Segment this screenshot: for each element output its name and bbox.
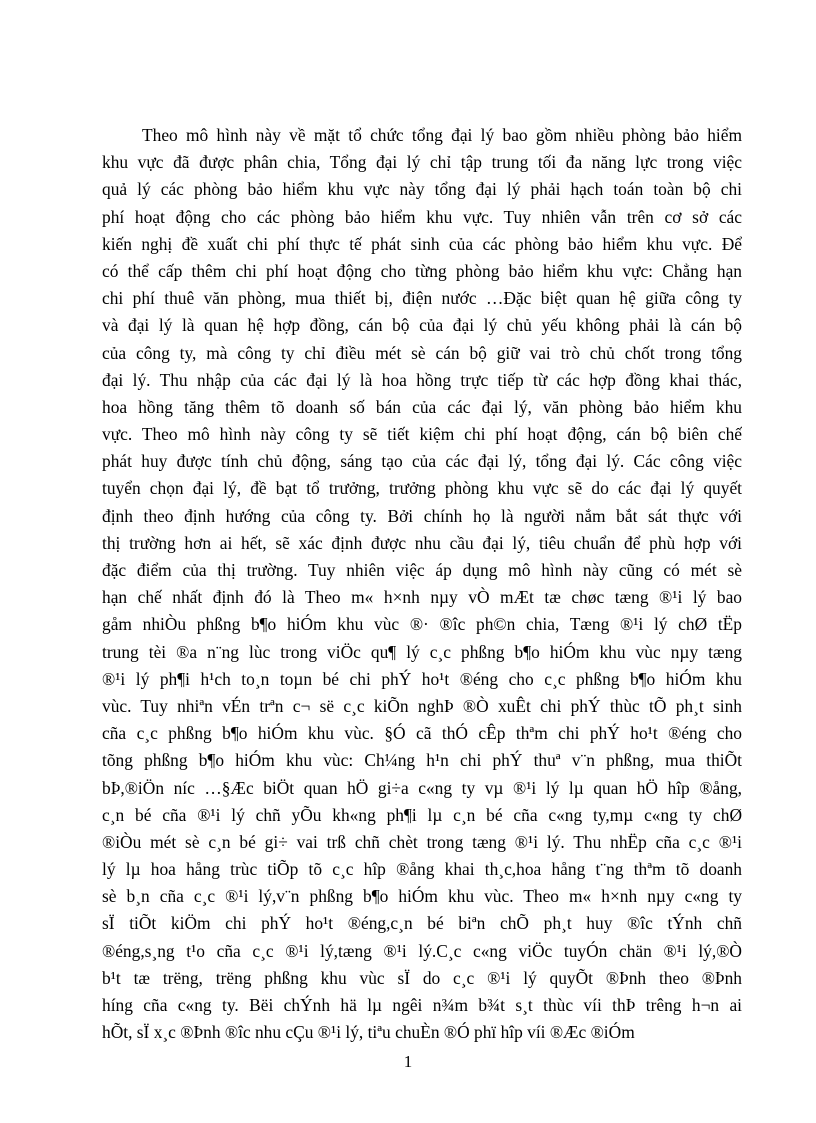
text-line: quả lý các phòng bảo hiểm khu vực này tổng đại lý phải hạch toán toàn bộ chi xyxy=(102,179,742,200)
text-line: vực. Theo mô hình này công ty sẽ tiết kiệm chi phí hoạt động, cán bộ biên chế xyxy=(102,424,742,445)
text-line: ®éng,s¸ng t¹o cña c¸c ®¹i lý,tæng ®¹i lý.C¸c c«ng viÖc tuyÓn chän ®¹i lý,®Ò xyxy=(102,940,742,961)
text-line: híng cña c«ng ty. Bëi chÝnh hä lµ ngêi n¾m b¾t s¸t thùc víi thÞ trêng h¬n ai xyxy=(102,995,742,1015)
text-line: phí hoạt động cho các phòng bảo hiểm khu vực. Tuy nhiên vẫn trên cơ sở các xyxy=(102,206,742,227)
text-line: kiến nghị đề xuất chi phí thực tế phát sinh của các phòng bảo hiểm khu vực. Để xyxy=(102,233,742,254)
page-number: 1 xyxy=(403,1052,413,1071)
text-line: bÞ,®iÖn níc …§Æc biÖt quan hÖ gi÷a c«ng ty vµ ®¹i lý lµ quan hÖ hîp ®ång, xyxy=(102,777,742,798)
text-line: cña c¸c phßng b¶o hiÓm khu vùc. §Ó cã thÓ cÊp thªm chi phÝ ho¹t ®éng cho xyxy=(102,723,742,744)
text-line: hạn chế nhất định đó là Theo m« h×nh nµy vÒ mÆt tæ chøc tæng ®¹i lý bao xyxy=(102,587,742,608)
text-line: có thể cấp thêm chi phí hoạt động cho từng phòng bảo hiểm khu vực: Chẳng hạn xyxy=(102,260,742,281)
text-line: tõng phßng b¶o hiÓm khu vùc: Ch¼ng h¹n chi phÝ thuª v¨n phßng, mua thiÕt xyxy=(102,750,742,771)
text-line: trung tèi ®a n¨ng lùc trong viÖc qu¶ lý c¸c phßng b¶o hiÓm khu vùc nµy tæng xyxy=(102,641,742,662)
text-line: phát huy được tính chủ động, sáng tạo của các đại lý, tổng đại lý. Các công việc xyxy=(102,451,742,472)
text-line: đặc điểm của thị trường. Tuy nhiên việc áp dụng mô hình này cũng có mét sè xyxy=(102,560,742,580)
text-line: sÏ tiÕt kiÖm chi phÝ ho¹t ®éng,c¸n bé biªn chÕ ph¸t huy ®îc tÝnh chñ xyxy=(102,913,742,934)
text-line: hoa hồng tăng thêm tõ doanh số bán của các đại lý, văn phòng bảo hiểm khu xyxy=(102,396,742,417)
text-line: của công ty, mà công ty chỉ điều mét sè cán bộ giữ vai trò chủ chốt trong tổng xyxy=(102,342,742,363)
text-line: chi phí thuê văn phòng, mua thiết bị, điện nước …Đặc biệt quan hệ giữa công ty xyxy=(102,288,742,309)
text-line: vùc. Tuy nhiªn vÉn trªn c¬ së c¸c kiÕn nghÞ ®Ò xuÊt chi phÝ thùc tÕ ph¸t sinh xyxy=(102,695,742,716)
text-line: b¹t tæ trëng, trëng phßng khu vùc sÏ do c¸c ®¹i lý quyÕt ®Þnh theo ®Þnh xyxy=(102,967,742,988)
text-line: ®¹i lý ph¶i h¹ch to¸n toµn bé chi phÝ ho¹t ®éng cho c¸c phßng b¶o hiÓm khu xyxy=(102,668,742,689)
text-line: và đại lý là quan hệ hợp đồng, cán bộ của đại lý chủ yếu không phải là cán bộ xyxy=(102,315,742,336)
text-line: Theo mô hình này về mặt tổ chức tổng đại lý bao gồm nhiều phòng bảo hiểm xyxy=(142,125,742,145)
text-line: c¸n bé cña ®¹i lý chñ yÕu kh«ng ph¶i lµ c¸n bé cña c«ng ty,mµ c«ng ty chØ xyxy=(102,804,742,825)
text-line: đại lý. Thu nhập của các đại lý là hoa hồng trực tiếp từ các hợp đồng khai thác, xyxy=(102,369,742,390)
text-line: gåm nhiÒu phßng b¶o hiÓm khu vùc ®· ®îc ph©n chia, Tæng ®¹i lý chØ tËp xyxy=(102,614,742,635)
text-line: thị trường hơn ai hết, sẽ xác định được nhu cầu đại lý, tiêu chuẩn để phù hợp với xyxy=(102,532,742,553)
text-line: lý lµ hoa hång trùc tiÕp tõ c¸c hîp ®ång khai th¸c,hoa hång t¨ng thªm tõ doanh xyxy=(102,859,742,880)
text-line: khu vực đã được phân chia, Tổng đại lý chỉ tập trung tối đa năng lực trong việc xyxy=(102,152,742,173)
body-paragraph xyxy=(102,122,742,1046)
text-line: tuyển chọn đại lý, đề bạt tổ trưởng, trưởng phòng khu vực sẽ do các đại lý quyết xyxy=(102,478,742,499)
text-line: ®iÒu mét sè c¸n bé gi÷ vai trß chñ chèt trong tæng ®¹i lý. Thu nhËp cña c¸c ®¹i xyxy=(102,831,742,852)
text-line: hÕt, sÏ x¸c ®Þnh ®îc nhu cÇu ®¹i lý, tiªu chuÈn ®Ó phï hîp víi ®Æc ®iÓm xyxy=(102,1022,635,1043)
text-line: định theo định hướng của công ty. Bởi chính họ là người nắm bắt sát thực với xyxy=(102,505,742,526)
text-line: sè b¸n cña c¸c ®¹i lý,v¨n phßng b¶o hiÓm khu vùc. Theo m« h×nh nµy c«ng ty xyxy=(102,886,742,907)
